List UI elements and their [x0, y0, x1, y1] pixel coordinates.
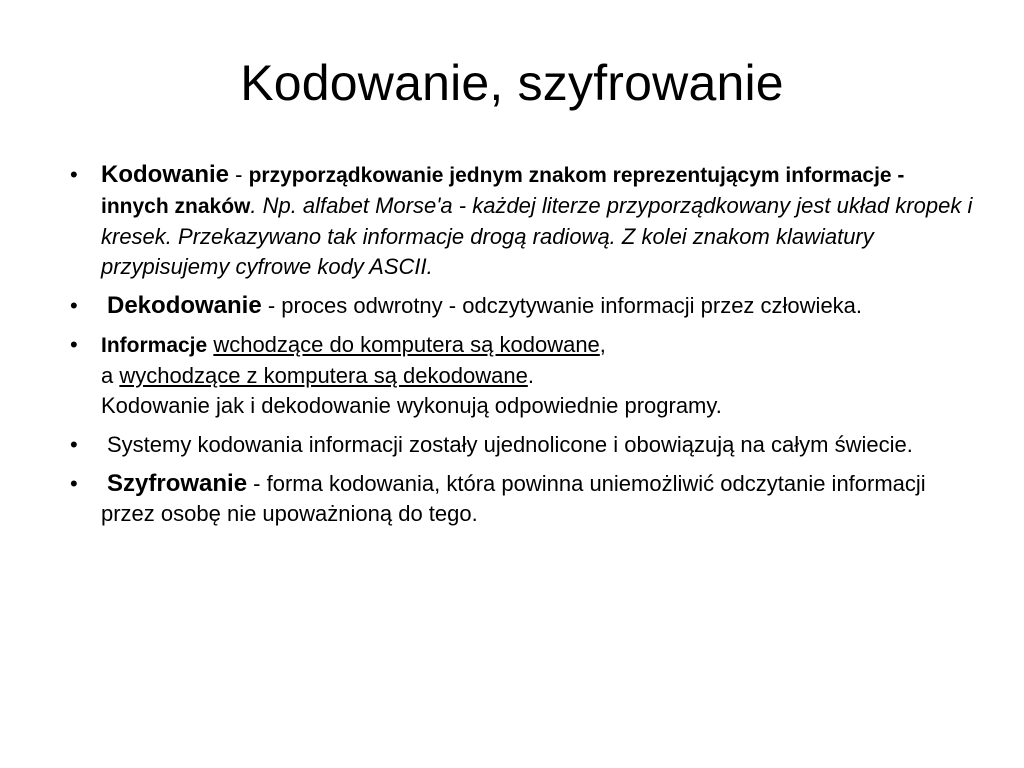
period: .: [527, 363, 534, 388]
bullet-szyfrowanie: [70, 469, 975, 529]
definition-dekodowanie: - proces odwrotny - odczytywanie informacji przez człowieka.: [261, 293, 863, 318]
systemy-text: Systemy kodowania informacji zostały ujednolicone i obowiązują na całym świecie.: [107, 432, 913, 457]
bullet-dekodowanie: [70, 291, 975, 321]
example-kodowanie: . Np. alfabet Morse'a - każdej literze przyporządkowany jest układ kropek i kresek. Przekazywano tak informacje drogą radiową. Z kolei znakom klawiatury przypisujemy cyfrowe kody ASCII.: [101, 193, 973, 279]
bullet-icon: •: [70, 332, 78, 357]
bullet-kodowanie: [70, 160, 975, 282]
separator: -: [229, 162, 249, 187]
definition-kodowanie: przyporządkowanie jednym znakom reprezentującym informacje - innych znaków: [101, 164, 905, 218]
bullet-list: [70, 160, 975, 538]
underlined-incoming: wchodzące do komputera są kodowane: [213, 332, 600, 357]
underlined-outgoing: wychodzące z komputera są dekodowane: [119, 363, 528, 388]
bullet-icon: •: [70, 162, 78, 187]
comma: ,: [599, 332, 606, 357]
prefix-a: a: [101, 363, 120, 388]
slide-title: Kodowanie, szyfrowanie: [240, 55, 784, 111]
definition-szyfrowanie: - forma kodowania, która powinna uniemożliwić odczytanie informacji przez osobę nie upoważnioną do tego.: [101, 471, 932, 526]
bullet-informacje: [70, 330, 975, 421]
bullet-systemy: [70, 430, 975, 460]
bullet-icon: •: [70, 293, 78, 318]
term-dekodowanie: Dekodowanie: [107, 292, 262, 319]
programs-note: Kodowanie jak i dekodowanie wykonują odpowiednie programy.: [101, 393, 722, 418]
bullet-icon: •: [70, 432, 78, 457]
bullet-icon: •: [70, 471, 78, 496]
term-szyfrowanie: Szyfrowanie: [107, 470, 248, 497]
term-informacje: Informacje: [101, 334, 208, 357]
term-kodowanie: Kodowanie: [101, 161, 230, 188]
